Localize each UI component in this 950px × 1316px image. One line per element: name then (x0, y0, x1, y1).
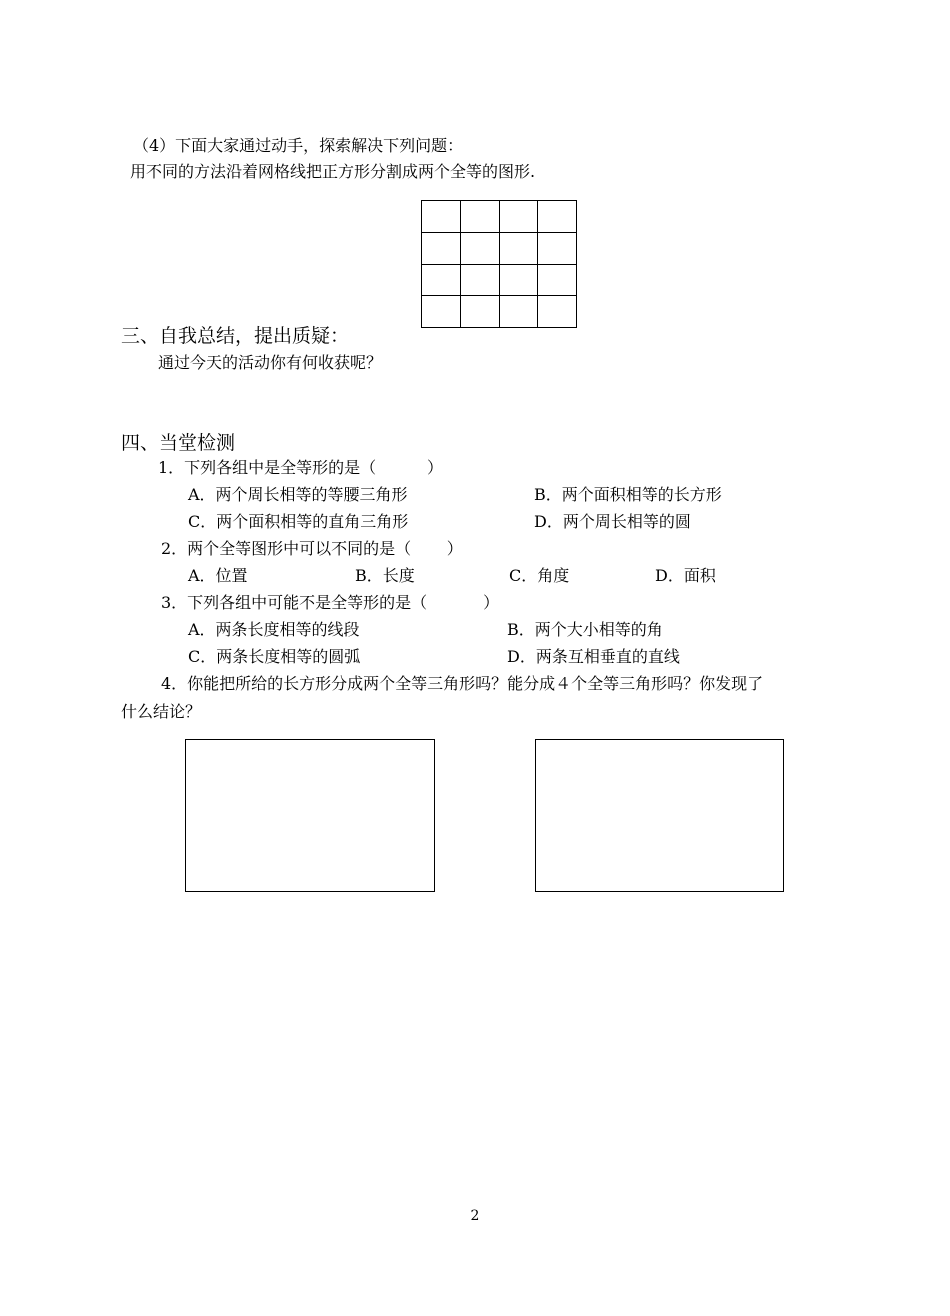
q2-option-d: D．面积 (655, 566, 716, 585)
q3-option-b: B．两个大小相等的角 (507, 620, 663, 639)
summary-heading: 三、自我总结，提出质疑： (121, 325, 350, 347)
q1-option-c: C．两个面积相等的直角三角形 (188, 512, 409, 531)
q2-option-c: C．角度 (509, 566, 570, 585)
q1-stem: 1．下列各组中是全等形的是（ ） (158, 458, 444, 477)
q1-option-a: A．两个周长相等的等腰三角形 (188, 485, 408, 504)
rectangle-right (535, 739, 784, 892)
q4-stem-line1: 4．你能把所给的长方形分成两个全等三角形吗？能分成４个全等三角形吗？你发现了 (161, 674, 764, 693)
q3-option-d: D．两条互相垂直的直线 (507, 647, 680, 666)
page-number: 2 (470, 1208, 480, 1224)
test-heading: 四、当堂检测 (121, 432, 236, 454)
q3-option-a: A．两条长度相等的线段 (188, 620, 360, 639)
item4-task: 用不同的方法沿着网格线把正方形分割成两个全等的图形. (130, 162, 536, 181)
q1-option-d: D．两个周长相等的圆 (534, 512, 691, 531)
q3-option-c: C．两条长度相等的圆弧 (188, 647, 361, 666)
q2-option-a: A．位置 (188, 566, 248, 585)
q2-option-b: B．长度 (355, 566, 415, 585)
square-grid-4x4 (421, 200, 577, 328)
q1-option-b: B．两个面积相等的长方形 (534, 485, 722, 504)
q2-stem: 2．两个全等图形中可以不同的是（ ） (161, 539, 463, 558)
summary-prompt: 通过今天的活动你有何收获呢？ (158, 353, 383, 372)
q4-stem-line2: 什么结论？ (121, 702, 202, 721)
q3-stem: 3．下列各组中可能不是全等形的是（ ） (161, 593, 500, 612)
item4-title: （4）下面大家通过动手，探索解决下列问题： (133, 136, 464, 155)
rectangle-left (185, 739, 435, 892)
